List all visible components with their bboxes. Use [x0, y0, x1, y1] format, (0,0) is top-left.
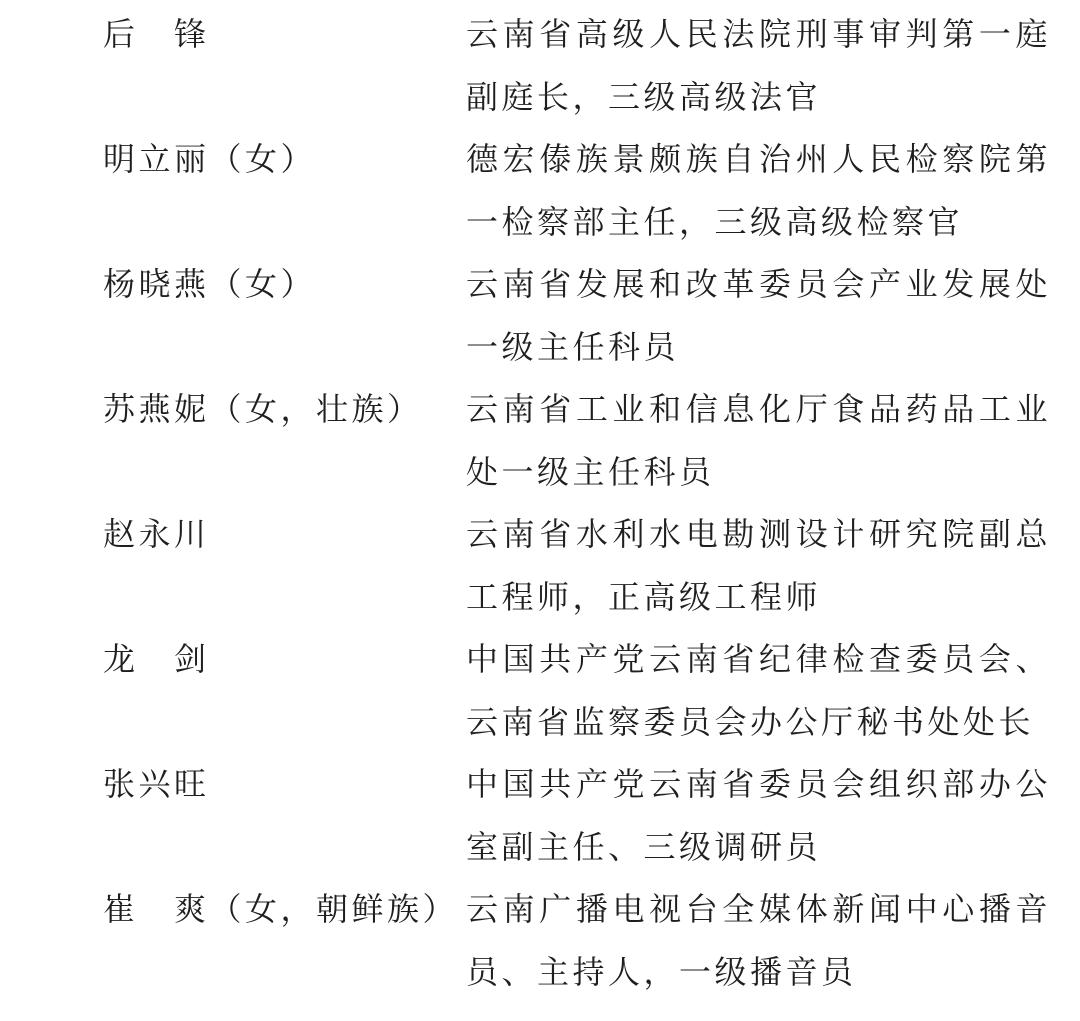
- person-name: 苏燕妮（女，壮族）: [103, 391, 423, 427]
- person-name: 后 锋: [103, 16, 210, 52]
- person-name: 杨晓燕（女）: [103, 266, 317, 302]
- list-entry: [103, 253, 1080, 378]
- person-name: 赵永川: [103, 516, 210, 552]
- list-entry: [103, 878, 1080, 1003]
- list-entry: [103, 753, 1080, 878]
- person-name: 龙 剑: [103, 641, 210, 677]
- list-entry: [103, 3, 1080, 128]
- person-name: 张兴旺: [103, 766, 210, 802]
- list-entry: [103, 503, 1080, 628]
- person-position: 云南省高级人民法院刑事审判第一庭副庭长，三级高级法官: [466, 16, 1051, 115]
- person-position: 云南省水利水电勘测设计研究院副总工程师，正高级工程师: [466, 516, 1051, 615]
- list-entry: [103, 378, 1080, 503]
- person-position: 云南广播电视台全媒体新闻中心播音员、主持人，一级播音员: [466, 891, 1051, 990]
- list-entry: [103, 128, 1080, 253]
- person-position: 云南省发展和改革委员会产业发展处一级主任科员: [466, 266, 1051, 365]
- person-position: 云南省工业和信息化厅食品药品工业处一级主任科员: [466, 391, 1051, 490]
- person-position: 中国共产党云南省委员会组织部办公室副主任、三级调研员: [466, 766, 1051, 865]
- person-name: 崔 爽（女，朝鲜族）: [103, 891, 459, 927]
- list-entry: [103, 628, 1080, 753]
- person-position: 中国共产党云南省纪律检查委员会、云南省监察委员会办公厅秘书处处长: [466, 641, 1051, 740]
- person-name: 明立丽（女）: [103, 141, 317, 177]
- person-position: 德宏傣族景颇族自治州人民检察院第一检察部主任，三级高级检察官: [466, 141, 1051, 240]
